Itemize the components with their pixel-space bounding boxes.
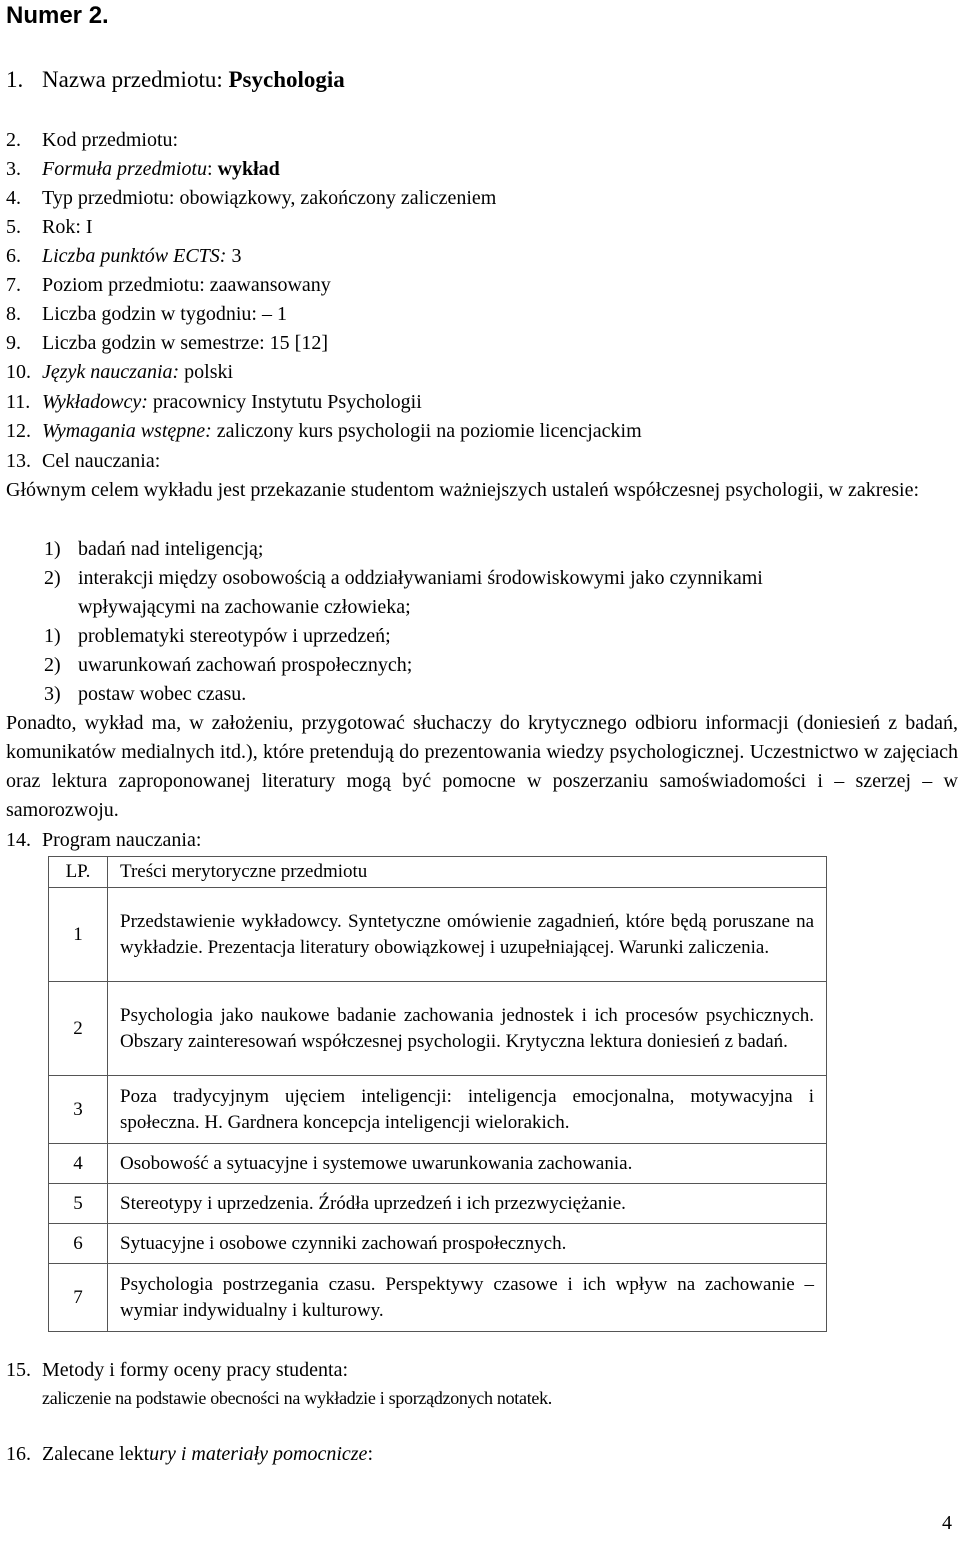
- goal-point: [44, 680, 246, 708]
- item-label: Zalecane lekt: [42, 1443, 150, 1465]
- course-name-value: Psychologia: [228, 67, 345, 92]
- program-heading: [6, 826, 201, 854]
- item-label: Cel nauczania:: [42, 450, 161, 472]
- item-course-formula: [6, 155, 280, 183]
- page-number: 4: [942, 1512, 952, 1534]
- item-number: 9.: [6, 332, 21, 354]
- row-content: Osobowość a sytuacyjne i systemowe uwarunkowania zachowania.: [108, 1144, 827, 1184]
- table-row: [49, 982, 827, 1076]
- item-number: 16.: [6, 1443, 31, 1465]
- item-value: 3: [226, 245, 242, 267]
- point-number: 3): [44, 683, 61, 705]
- row-content: Stereotypy i uprzedzenia. Źródła uprzedzeń i ich przezwyciężanie.: [108, 1184, 827, 1224]
- row-lp: 5: [49, 1184, 108, 1224]
- goal-intro: Głównym celem wykładu jest przekazanie studentom ważniejszych ustaleń współczesnej psychologii, w zakresie:: [6, 479, 920, 501]
- item-label: Metody i formy oceny pracy studenta:: [42, 1359, 349, 1381]
- item-number: 10.: [6, 361, 31, 383]
- item-label: Kod przedmiotu:: [42, 129, 179, 151]
- item-number: 7.: [6, 274, 21, 296]
- goal-outro: Ponadto, wykład ma, w założeniu, przygotować słuchaczy do krytycznego odbioru informacji (doniesień z badań, komunikatów medialnych itd.), które pretendują do prezentowania wiedzy psychologicznej. Uczestnictwo w zajęciach oraz lektura zaproponowanej literatury mogą być pomocne w poszerzaniu samoświadomości i – szerzej – w samorozwoju.: [6, 712, 958, 821]
- goal-point-continuation: wpływającymi na zachowanie człowieka;: [78, 596, 411, 618]
- item-number: 11.: [6, 391, 31, 413]
- item-number: 4.: [6, 187, 21, 209]
- item-number: 13.: [6, 450, 31, 472]
- table-row: [49, 888, 827, 982]
- point-text: postaw wobec czasu.: [78, 683, 247, 705]
- item-prerequisites: [6, 417, 642, 445]
- item-level: [6, 271, 331, 299]
- item-number: 15.: [6, 1359, 31, 1381]
- item-value: wykład: [217, 158, 280, 180]
- point-number: 2): [44, 654, 61, 676]
- item-value: zaliczony kurs psychologii na poziomie licencjackim: [211, 420, 642, 442]
- item-course-code: [6, 126, 178, 154]
- item-label: Typ przedmiotu: obowiązkowy, zakończony zaliczeniem: [42, 187, 497, 209]
- item-ects: [6, 242, 241, 270]
- row-content: Przedstawienie wykładowcy. Syntetyczne omówienie zagadnień, które będą poruszane na wykładzie. Prezentacja literatury obowiązkowej i uzupełniającej. Warunki zaliczenia.: [108, 888, 827, 982]
- row-lp: 1: [49, 888, 108, 982]
- item-goal-heading: [6, 447, 160, 475]
- item-value: pracownicy Instytutu Psychologii: [147, 391, 422, 413]
- item-label: Rok: I: [42, 216, 93, 238]
- header-lp: LP.: [49, 857, 108, 888]
- point-text: problematyki stereotypów i uprzedzeń;: [78, 625, 391, 647]
- row-content: Sytuacyjne i osobowe czynniki zachowań prospołecznych.: [108, 1224, 827, 1264]
- course-name-label: Nazwa przedmiotu:: [42, 67, 229, 92]
- item-number: 6.: [6, 245, 21, 267]
- point-number: 1): [44, 538, 61, 560]
- item-number: 3.: [6, 158, 21, 180]
- table-row: [49, 1264, 827, 1332]
- item-label: Język nauczania:: [42, 361, 180, 383]
- item-separator: :: [207, 158, 218, 180]
- item-number: 8.: [6, 303, 21, 325]
- item-label: Liczba godzin w tygodniu: – 1: [42, 303, 287, 325]
- item-year: [6, 213, 93, 241]
- row-content: Psychologia postrzegania czasu. Perspektywy czasowe i ich wpływ na zachowanie – wymiar indywidualny i kulturowy.: [108, 1264, 827, 1332]
- row-lp: 2: [49, 982, 108, 1076]
- item-value: polski: [179, 361, 234, 383]
- item-label: Liczba godzin w semestrze: 15 [12]: [42, 332, 329, 354]
- item-number: 1.: [6, 67, 24, 92]
- assessment-heading: [6, 1359, 348, 1382]
- table-header-row: [49, 857, 827, 888]
- table-row: [49, 1224, 827, 1264]
- table-row: [49, 1076, 827, 1144]
- item-hours-semester: [6, 329, 328, 357]
- course-name-line: [6, 66, 345, 94]
- row-lp: 4: [49, 1144, 108, 1184]
- point-number: 2): [44, 567, 61, 589]
- item-language: [6, 358, 233, 386]
- item-course-type: [6, 184, 496, 212]
- program-table: [48, 856, 827, 1332]
- item-number: 2.: [6, 129, 21, 151]
- point-text: badań nad inteligencją;: [78, 538, 264, 560]
- row-lp: 7: [49, 1264, 108, 1332]
- item-number: 5.: [6, 216, 21, 238]
- row-lp: 6: [49, 1224, 108, 1264]
- row-content: Psychologia jako naukowe badanie zachowania jednostek i ich procesów psychicznych. Obszary zainteresowań współczesnej psychologii. Krytyczna lektura doniesień z badań.: [108, 982, 827, 1076]
- goal-point: [44, 651, 412, 679]
- item-label: Wykładowcy:: [42, 391, 148, 413]
- goal-point: [44, 535, 263, 563]
- literature-heading: [6, 1443, 373, 1466]
- point-text: uwarunkowań zachowań prospołecznych;: [78, 654, 413, 676]
- item-lecturers: [6, 388, 422, 416]
- item-label: Liczba punktów ECTS:: [42, 245, 227, 267]
- item-number: 14.: [6, 829, 31, 851]
- point-number: 1): [44, 625, 61, 647]
- item-separator: :: [367, 1443, 373, 1465]
- item-label: Poziom przedmiotu: zaawansowany: [42, 274, 331, 296]
- item-label-italic: ury i materiały pomocnicze: [149, 1443, 368, 1465]
- goal-point: [44, 622, 391, 650]
- goal-point: [44, 564, 763, 592]
- row-lp: 3: [49, 1076, 108, 1144]
- point-text: interakcji między osobowością a oddziaływaniami środowiskowymi jako czynnikami: [78, 567, 763, 589]
- item-hours-week: [6, 300, 287, 328]
- document-title: Numer 2.: [6, 2, 109, 29]
- table-row: [49, 1184, 827, 1224]
- item-label: Formuła przedmiotu: [42, 158, 207, 180]
- item-number: 12.: [6, 420, 31, 442]
- item-label: Wymagania wstępne:: [42, 420, 212, 442]
- assessment-value: zaliczenie na podstawie obecności na wykładzie i sporządzonych notatek.: [42, 1388, 552, 1408]
- header-content: Treści merytoryczne przedmiotu: [108, 857, 827, 888]
- item-label: Program nauczania:: [42, 829, 202, 851]
- row-content: Poza tradycyjnym ujęciem inteligencji: inteligencja emocjonalna, motywacyjna i społeczna. H. Gardnera koncepcja inteligencji wielorakich.: [108, 1076, 827, 1144]
- table-row: [49, 1144, 827, 1184]
